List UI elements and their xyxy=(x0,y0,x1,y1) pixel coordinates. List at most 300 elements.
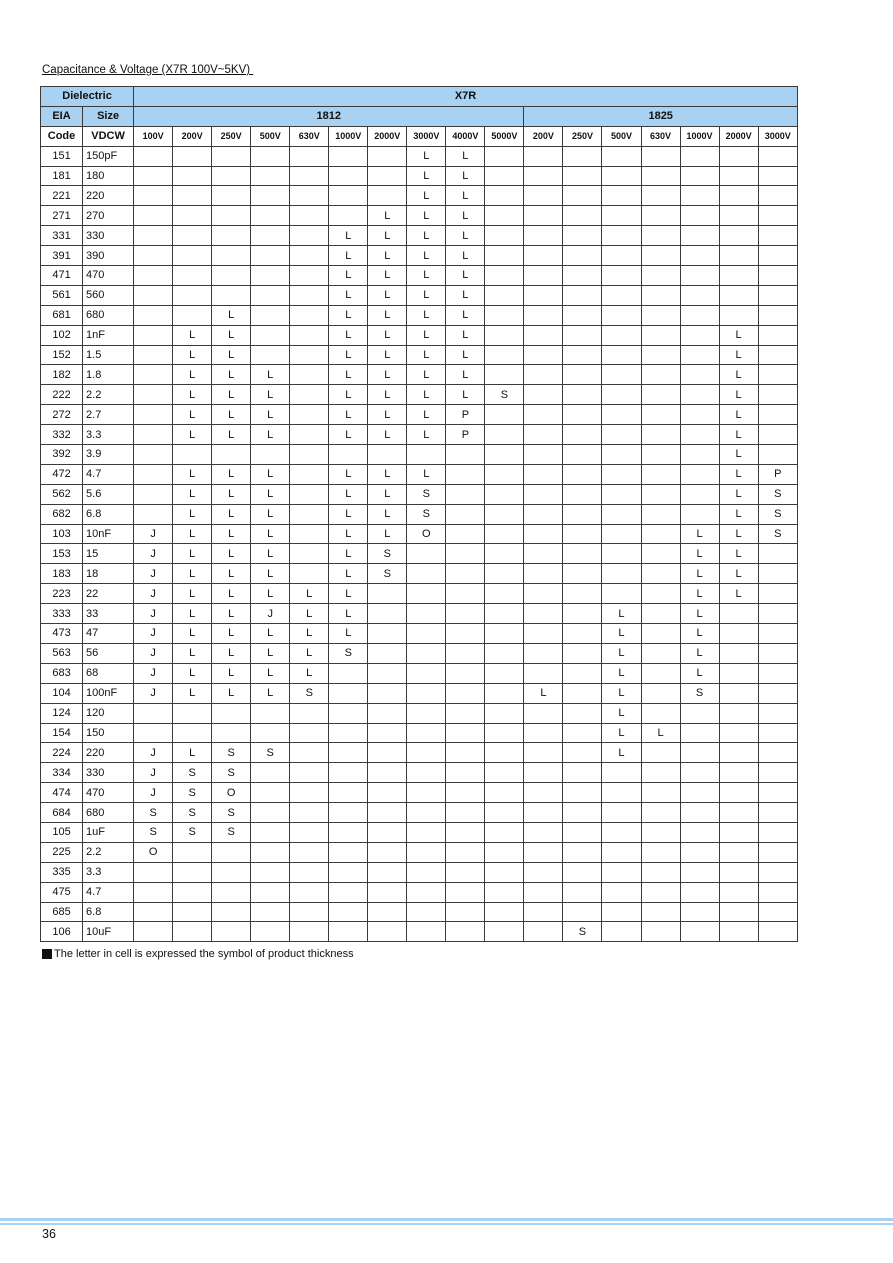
thickness-cell xyxy=(290,246,329,266)
thickness-cell xyxy=(602,266,641,286)
thickness-cell xyxy=(446,504,485,524)
thickness-cell xyxy=(251,723,290,743)
page-title: Capacitance & Voltage (X7R 100V~5KV) xyxy=(42,64,254,76)
table-row xyxy=(41,882,798,902)
thickness-cell xyxy=(563,405,602,425)
thickness-cell: L xyxy=(173,524,212,544)
thickness-cell xyxy=(563,445,602,465)
thickness-cell xyxy=(680,266,719,286)
thickness-cell xyxy=(212,703,251,723)
thickness-cell xyxy=(719,703,758,723)
thickness-cell xyxy=(251,345,290,365)
table-row xyxy=(41,266,798,286)
thickness-cell xyxy=(602,385,641,405)
thickness-cell: L xyxy=(173,484,212,504)
thickness-cell xyxy=(368,643,407,663)
thickness-cell: L xyxy=(212,663,251,683)
thickness-cell xyxy=(446,544,485,564)
thickness-cell xyxy=(212,723,251,743)
thickness-cell xyxy=(719,186,758,206)
thickness-cell xyxy=(641,624,680,644)
thickness-cell xyxy=(290,822,329,842)
thickness-cell: S xyxy=(758,504,797,524)
thickness-cell xyxy=(524,166,563,186)
thickness-cell xyxy=(251,763,290,783)
thickness-cell xyxy=(719,882,758,902)
thickness-cell xyxy=(173,285,212,305)
thickness-cell xyxy=(524,783,563,803)
table-row xyxy=(41,464,798,484)
thickness-cell xyxy=(485,504,524,524)
thickness-cell: L xyxy=(446,226,485,246)
thickness-cell xyxy=(758,643,797,663)
thickness-cell xyxy=(563,266,602,286)
thickness-cell xyxy=(173,266,212,286)
thickness-cell xyxy=(602,922,641,942)
thickness-cell: L xyxy=(212,624,251,644)
thickness-cell xyxy=(407,882,446,902)
thickness-cell xyxy=(563,524,602,544)
thickness-cell xyxy=(212,882,251,902)
vdcw-cell: 150pF xyxy=(83,146,134,166)
thickness-cell xyxy=(602,763,641,783)
thickness-cell: L xyxy=(329,305,368,325)
thickness-cell: L xyxy=(368,206,407,226)
thickness-cell: L xyxy=(368,385,407,405)
thickness-cell xyxy=(524,803,563,823)
vdcw-cell: 680 xyxy=(83,803,134,823)
voltage-header-1825: 250V xyxy=(563,126,602,146)
thickness-cell xyxy=(680,723,719,743)
thickness-cell: L xyxy=(329,584,368,604)
thickness-cell: L xyxy=(251,365,290,385)
thickness-cell: S xyxy=(563,922,602,942)
code-cell: 182 xyxy=(41,365,83,385)
thickness-cell: L xyxy=(680,624,719,644)
thickness-cell: L xyxy=(251,663,290,683)
thickness-cell: S xyxy=(368,564,407,584)
thickness-cell: S xyxy=(173,803,212,823)
thickness-cell xyxy=(680,285,719,305)
thickness-cell xyxy=(290,922,329,942)
thickness-cell xyxy=(641,186,680,206)
thickness-cell xyxy=(329,763,368,783)
thickness-cell: L xyxy=(251,643,290,663)
thickness-cell xyxy=(641,663,680,683)
thickness-cell: L xyxy=(719,365,758,385)
thickness-cell xyxy=(173,922,212,942)
thickness-cell xyxy=(134,723,173,743)
voltage-header-1812: 5000V xyxy=(485,126,524,146)
vdcw-cell: 470 xyxy=(83,783,134,803)
thickness-cell: L xyxy=(641,723,680,743)
thickness-cell xyxy=(602,405,641,425)
thickness-cell xyxy=(251,305,290,325)
thickness-cell xyxy=(719,902,758,922)
thickness-cell: L xyxy=(446,325,485,345)
table-row xyxy=(41,385,798,405)
thickness-cell xyxy=(485,604,524,624)
thickness-cell: L xyxy=(368,285,407,305)
thickness-cell xyxy=(719,842,758,862)
thickness-cell: L xyxy=(173,564,212,584)
thickness-cell xyxy=(485,703,524,723)
thickness-cell: L xyxy=(212,365,251,385)
thickness-cell: J xyxy=(134,683,173,703)
thickness-cell xyxy=(563,226,602,246)
code-cell: 224 xyxy=(41,743,83,763)
vdcw-cell: 390 xyxy=(83,246,134,266)
thickness-cell xyxy=(368,445,407,465)
thickness-cell: L xyxy=(719,325,758,345)
thickness-cell xyxy=(173,146,212,166)
thickness-cell: L xyxy=(329,604,368,624)
thickness-cell: L xyxy=(212,584,251,604)
vdcw-cell: 5.6 xyxy=(83,484,134,504)
table-row xyxy=(41,206,798,226)
thickness-cell xyxy=(329,206,368,226)
table-row xyxy=(41,146,798,166)
thickness-cell xyxy=(329,783,368,803)
thickness-cell xyxy=(407,902,446,922)
thickness-cell xyxy=(641,683,680,703)
thickness-cell xyxy=(329,683,368,703)
thickness-cell: S xyxy=(368,544,407,564)
thickness-cell: L xyxy=(329,246,368,266)
code-cell: 152 xyxy=(41,345,83,365)
thickness-cell xyxy=(719,803,758,823)
thickness-cell: L xyxy=(680,524,719,544)
thickness-cell xyxy=(251,246,290,266)
thickness-cell xyxy=(407,445,446,465)
thickness-cell xyxy=(524,544,563,564)
code-cell: 563 xyxy=(41,643,83,663)
thickness-cell xyxy=(212,246,251,266)
vdcw-cell: 560 xyxy=(83,285,134,305)
thickness-cell xyxy=(212,186,251,206)
thickness-cell xyxy=(641,266,680,286)
thickness-cell xyxy=(524,305,563,325)
voltage-header-1812: 500V xyxy=(251,126,290,146)
code-cell: 682 xyxy=(41,504,83,524)
thickness-cell xyxy=(641,425,680,445)
thickness-cell xyxy=(134,882,173,902)
thickness-cell: L xyxy=(212,425,251,445)
thickness-cell xyxy=(641,445,680,465)
thickness-cell xyxy=(251,206,290,226)
thickness-cell xyxy=(407,842,446,862)
vdcw-cell: 1uF xyxy=(83,822,134,842)
thickness-cell xyxy=(602,783,641,803)
thickness-cell xyxy=(680,902,719,922)
thickness-cell: S xyxy=(680,683,719,703)
voltage-header-1812: 2000V xyxy=(368,126,407,146)
thickness-cell: L xyxy=(251,464,290,484)
thickness-cell xyxy=(173,226,212,246)
thickness-cell: S xyxy=(290,683,329,703)
code-cell: 151 xyxy=(41,146,83,166)
thickness-cell xyxy=(446,564,485,584)
vdcw-cell: 120 xyxy=(83,703,134,723)
code-cell: 391 xyxy=(41,246,83,266)
voltage-header-1825: 3000V xyxy=(758,126,797,146)
code-cell: 475 xyxy=(41,882,83,902)
thickness-cell xyxy=(368,166,407,186)
vdcw-cell: 10nF xyxy=(83,524,134,544)
thickness-cell xyxy=(368,146,407,166)
thickness-cell xyxy=(485,365,524,385)
thickness-cell xyxy=(134,166,173,186)
code-cell: 684 xyxy=(41,803,83,823)
vdcw-cell: 220 xyxy=(83,186,134,206)
thickness-cell xyxy=(524,285,563,305)
thickness-cell: L xyxy=(329,325,368,345)
thickness-cell xyxy=(212,146,251,166)
thickness-cell xyxy=(485,206,524,226)
thickness-cell xyxy=(563,345,602,365)
thickness-cell xyxy=(563,604,602,624)
thickness-cell: L xyxy=(602,703,641,723)
thickness-cell xyxy=(680,425,719,445)
thickness-cell xyxy=(524,325,563,345)
thickness-cell xyxy=(758,842,797,862)
thickness-cell xyxy=(290,763,329,783)
thickness-cell: L xyxy=(407,166,446,186)
thickness-cell xyxy=(407,624,446,644)
thickness-cell: L xyxy=(329,345,368,365)
thickness-cell: L xyxy=(212,683,251,703)
thickness-cell: S xyxy=(212,763,251,783)
thickness-cell xyxy=(407,783,446,803)
thickness-cell xyxy=(134,902,173,922)
thickness-cell xyxy=(758,285,797,305)
thickness-cell xyxy=(251,822,290,842)
thickness-cell xyxy=(680,345,719,365)
vdcw-cell: 47 xyxy=(83,624,134,644)
thickness-cell: L xyxy=(173,345,212,365)
thickness-cell xyxy=(173,723,212,743)
thickness-cell xyxy=(641,305,680,325)
thickness-cell xyxy=(641,743,680,763)
thickness-cell xyxy=(524,842,563,862)
thickness-cell xyxy=(485,544,524,564)
thickness-cell xyxy=(680,186,719,206)
thickness-cell: L xyxy=(719,464,758,484)
table-row xyxy=(41,922,798,942)
thickness-cell: L xyxy=(407,425,446,445)
thickness-cell xyxy=(524,266,563,286)
table-row xyxy=(41,663,798,683)
thickness-cell xyxy=(602,166,641,186)
thickness-cell: L xyxy=(329,385,368,405)
thickness-cell: J xyxy=(134,743,173,763)
vdcw-cell: 220 xyxy=(83,743,134,763)
thickness-cell xyxy=(524,246,563,266)
thickness-cell xyxy=(719,226,758,246)
thickness-cell: L xyxy=(329,544,368,564)
thickness-cell xyxy=(290,405,329,425)
thickness-cell xyxy=(563,365,602,385)
thickness-cell xyxy=(329,902,368,922)
thickness-cell xyxy=(134,703,173,723)
thickness-cell xyxy=(602,544,641,564)
thickness-cell xyxy=(251,882,290,902)
voltage-header-1825: 500V xyxy=(602,126,641,146)
thickness-cell xyxy=(368,882,407,902)
voltage-header-1825: 630V xyxy=(641,126,680,146)
thickness-cell xyxy=(563,803,602,823)
thickness-cell xyxy=(290,504,329,524)
table-row xyxy=(41,445,798,465)
thickness-cell xyxy=(602,504,641,524)
code-cell: 472 xyxy=(41,464,83,484)
thickness-cell: S xyxy=(329,643,368,663)
thickness-cell xyxy=(641,604,680,624)
thickness-cell xyxy=(251,325,290,345)
thickness-cell xyxy=(524,385,563,405)
thickness-cell: O xyxy=(212,783,251,803)
code-cell: 685 xyxy=(41,902,83,922)
thickness-cell xyxy=(290,803,329,823)
thickness-cell: L xyxy=(329,285,368,305)
thickness-cell: L xyxy=(173,325,212,345)
thickness-cell xyxy=(719,146,758,166)
thickness-cell: P xyxy=(446,405,485,425)
thickness-cell xyxy=(368,763,407,783)
code-cell: 221 xyxy=(41,186,83,206)
thickness-cell xyxy=(524,464,563,484)
code-cell: 335 xyxy=(41,862,83,882)
thickness-cell: L xyxy=(212,464,251,484)
thickness-cell: J xyxy=(134,624,173,644)
thickness-cell xyxy=(641,146,680,166)
thickness-cell xyxy=(719,663,758,683)
thickness-cell xyxy=(134,504,173,524)
thickness-cell xyxy=(368,683,407,703)
vdcw-cell: 3.9 xyxy=(83,445,134,465)
thickness-cell xyxy=(329,146,368,166)
thickness-cell xyxy=(212,842,251,862)
thickness-cell xyxy=(719,305,758,325)
thickness-cell xyxy=(251,902,290,922)
thickness-cell xyxy=(368,186,407,206)
thickness-cell xyxy=(212,166,251,186)
code-cell: 681 xyxy=(41,305,83,325)
thickness-cell: L xyxy=(212,405,251,425)
thickness-cell xyxy=(563,683,602,703)
thickness-cell xyxy=(485,663,524,683)
thickness-cell: L xyxy=(719,425,758,445)
thickness-cell xyxy=(407,544,446,564)
thickness-cell xyxy=(602,365,641,385)
thickness-cell: L xyxy=(173,385,212,405)
thickness-cell xyxy=(407,663,446,683)
thickness-cell xyxy=(602,146,641,166)
thickness-cell xyxy=(212,226,251,246)
thickness-cell xyxy=(290,862,329,882)
thickness-cell xyxy=(485,146,524,166)
thickness-cell xyxy=(563,484,602,504)
thickness-cell xyxy=(719,166,758,186)
thickness-cell xyxy=(524,882,563,902)
thickness-cell xyxy=(290,703,329,723)
thickness-cell xyxy=(719,763,758,783)
thickness-cell xyxy=(485,484,524,504)
thickness-cell xyxy=(407,584,446,604)
thickness-cell xyxy=(563,703,602,723)
code-cell: 473 xyxy=(41,624,83,644)
thickness-cell xyxy=(485,842,524,862)
thickness-cell xyxy=(134,146,173,166)
table-row xyxy=(41,783,798,803)
thickness-cell: L xyxy=(329,524,368,544)
thickness-cell: L xyxy=(251,484,290,504)
thickness-cell xyxy=(290,146,329,166)
thickness-cell xyxy=(758,305,797,325)
thickness-cell xyxy=(758,365,797,385)
thickness-cell: L xyxy=(719,405,758,425)
thickness-cell xyxy=(680,325,719,345)
thickness-cell xyxy=(758,882,797,902)
thickness-cell xyxy=(329,723,368,743)
thickness-cell xyxy=(212,266,251,286)
vdcw-cell: 180 xyxy=(83,166,134,186)
thickness-cell: L xyxy=(680,564,719,584)
vdcw-cell: 3.3 xyxy=(83,425,134,445)
thickness-cell: L xyxy=(173,425,212,445)
table-row xyxy=(41,683,798,703)
table-row xyxy=(41,584,798,604)
thickness-cell xyxy=(446,643,485,663)
thickness-cell xyxy=(641,882,680,902)
code-cell: 181 xyxy=(41,166,83,186)
thickness-cell xyxy=(758,584,797,604)
thickness-cell xyxy=(290,206,329,226)
table-row xyxy=(41,763,798,783)
thickness-cell xyxy=(680,206,719,226)
thickness-cell xyxy=(485,166,524,186)
thickness-cell xyxy=(641,226,680,246)
table-row xyxy=(41,624,798,644)
thickness-cell: L xyxy=(719,544,758,564)
thickness-cell xyxy=(446,584,485,604)
thickness-cell xyxy=(290,345,329,365)
thickness-cell: L xyxy=(680,643,719,663)
thickness-cell xyxy=(563,504,602,524)
thickness-cell: O xyxy=(407,524,446,544)
vdcw-cell: 2.7 xyxy=(83,405,134,425)
thickness-cell xyxy=(602,902,641,922)
vdcw-cell: 3.3 xyxy=(83,862,134,882)
table-row xyxy=(41,643,798,663)
thickness-cell: L xyxy=(719,345,758,365)
voltage-header-1825: 2000V xyxy=(719,126,758,146)
thickness-cell xyxy=(134,464,173,484)
voltage-header-1812: 4000V xyxy=(446,126,485,146)
thickness-cell xyxy=(290,743,329,763)
thickness-cell xyxy=(290,464,329,484)
vdcw-cell: 22 xyxy=(83,584,134,604)
thickness-cell xyxy=(446,703,485,723)
thickness-cell: L xyxy=(329,266,368,286)
thickness-cell xyxy=(446,922,485,942)
thickness-cell xyxy=(524,604,563,624)
thickness-cell xyxy=(407,723,446,743)
code-cell: 103 xyxy=(41,524,83,544)
thickness-cell xyxy=(758,445,797,465)
thickness-cell xyxy=(758,246,797,266)
thickness-cell xyxy=(680,405,719,425)
